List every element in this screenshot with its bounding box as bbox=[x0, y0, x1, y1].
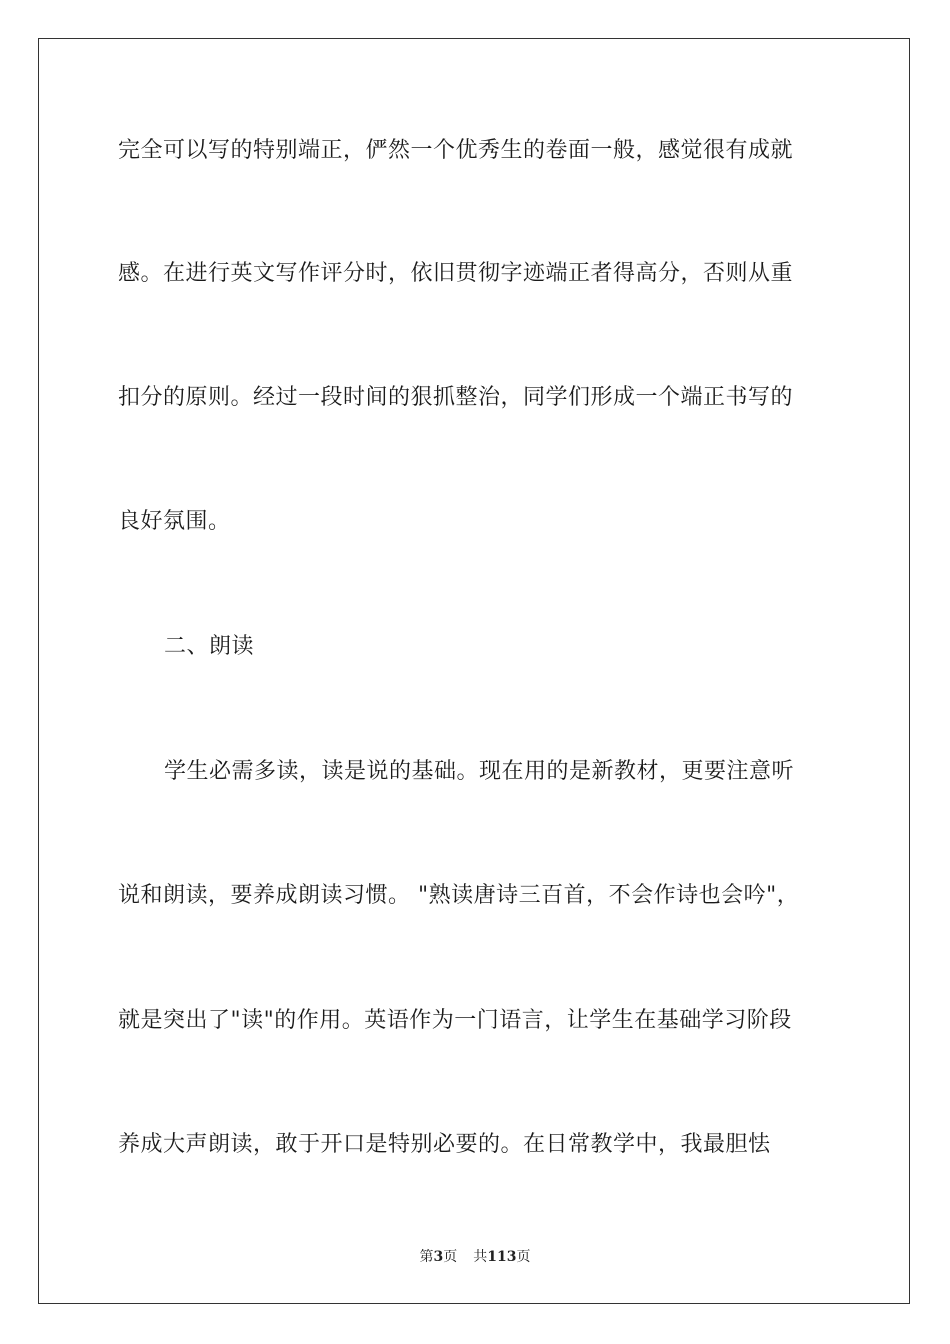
body-text-line-4: 良好氛围。 bbox=[118, 509, 231, 534]
body-text-line-6: 说和朗读，要养成朗读习惯。 "熟读唐诗三百首，不会作诗也会吟"， bbox=[118, 883, 800, 908]
footer-page-prefix: 第 bbox=[419, 1249, 434, 1265]
footer-total-prefix: 共 bbox=[473, 1249, 488, 1265]
body-text-line-5: 学生必需多读，读是说的基础。现在用的是新教材，更要注意听 bbox=[164, 759, 795, 784]
body-text-line-8: 养成大声朗读，敢于开口是特别必要的。在日常教学中，我最胆怯 bbox=[118, 1132, 771, 1157]
body-text-line-1: 完全可以写的特别端正，俨然一个优秀生的卷面一般，感觉很有成就 bbox=[118, 138, 794, 163]
page-border bbox=[38, 38, 910, 1304]
footer-page-number: 3 bbox=[433, 1249, 444, 1265]
body-text-line-2: 感。在进行英文写作评分时，依旧贯彻字迹端正者得高分，否则从重 bbox=[118, 261, 794, 286]
section-heading: 二、朗读 bbox=[164, 634, 255, 659]
body-text-line-7: 就是突出了"读"的作用。英语作为一门语言，让学生在基础学习阶段 bbox=[118, 1008, 792, 1033]
footer-total-suffix: 页 bbox=[516, 1249, 531, 1265]
page-footer bbox=[0, 1248, 950, 1266]
body-text-line-3: 扣分的原则。经过一段时间的狠抓整治，同学们形成一个端正书写的 bbox=[118, 385, 794, 410]
footer-total-number: 113 bbox=[487, 1249, 517, 1265]
footer-page-suffix: 页 bbox=[443, 1249, 458, 1265]
